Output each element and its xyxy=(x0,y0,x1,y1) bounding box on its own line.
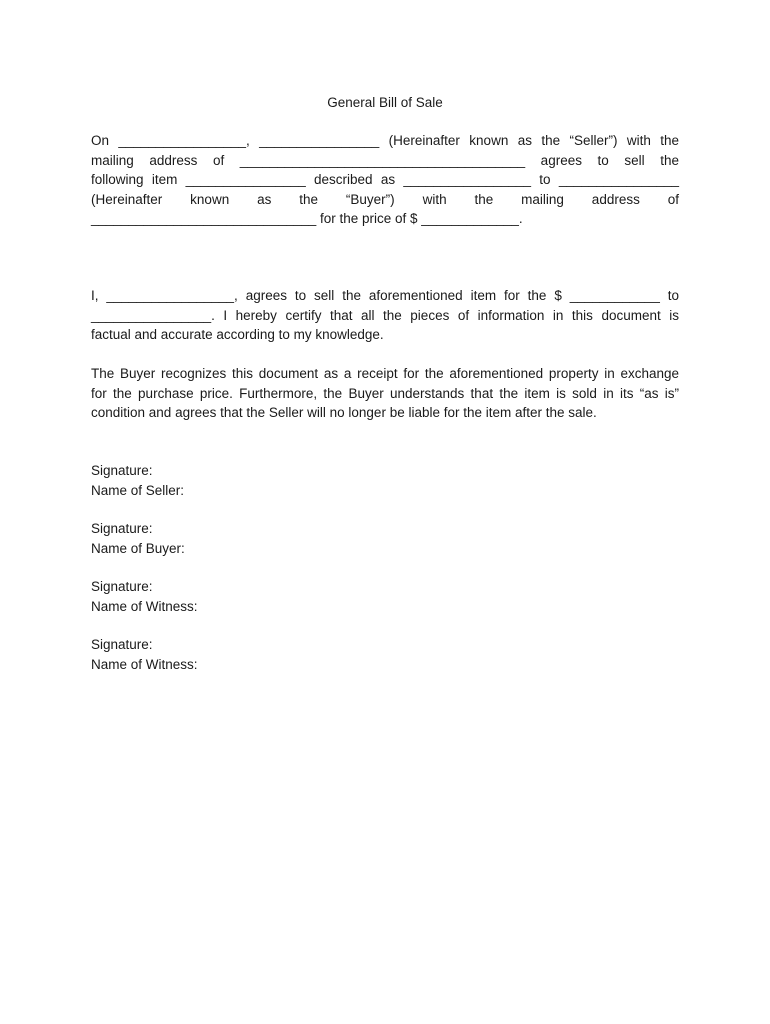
name-label: Name of Witness: xyxy=(91,598,198,614)
seller-signature-block xyxy=(91,461,184,500)
paragraph-line: ______________________________ for the price of $ _____________. xyxy=(91,211,523,226)
paragraph-line: mailing address of ______________________________________ agrees to sell the xyxy=(91,152,679,168)
paragraph-line: for the purchase price. Furthermore, the Buyer understands that the item is sold in its “as is” xyxy=(91,385,679,401)
witness-signature-block xyxy=(91,577,198,616)
paragraph-line: ________________. I hereby certify that all the pieces of information in this document is xyxy=(91,307,679,323)
paragraph-line: following item ________________ described as _________________ to ________________ xyxy=(91,172,679,187)
buyer-recognition-paragraph xyxy=(91,364,679,423)
name-label: Name of Witness: xyxy=(91,656,198,672)
certification-paragraph xyxy=(91,286,679,345)
paragraph-line: condition and agrees that the Seller will no longer be liable for the item after the sale. xyxy=(91,405,597,420)
paragraph-line: (Hereinafter known as the “Buyer”) with the mailing address of xyxy=(91,191,679,207)
signature-label: Signature: xyxy=(91,579,153,594)
signature-label: Signature: xyxy=(91,463,153,478)
seller-buyer-paragraph xyxy=(91,131,679,229)
name-label: Name of Buyer: xyxy=(91,540,185,556)
buyer-signature-block xyxy=(91,519,185,558)
name-label: Name of Seller: xyxy=(91,482,185,498)
paragraph-line: I, _________________, agrees to sell the aforementioned item for the $ ____________ to xyxy=(91,288,679,303)
paragraph-line: The Buyer recognizes this document as a receipt for the aforementioned property in exchange xyxy=(91,366,679,381)
paragraph-line: On _________________, ________________ (Hereinafter known as the “Seller”) with the xyxy=(91,133,679,148)
signature-label: Signature: xyxy=(91,637,153,652)
document-title: General Bill of Sale xyxy=(327,95,443,110)
signature-label: Signature: xyxy=(91,521,153,536)
paragraph-line: factual and accurate according to my knowledge. xyxy=(91,327,384,342)
witness-signature-block-2 xyxy=(91,635,198,674)
